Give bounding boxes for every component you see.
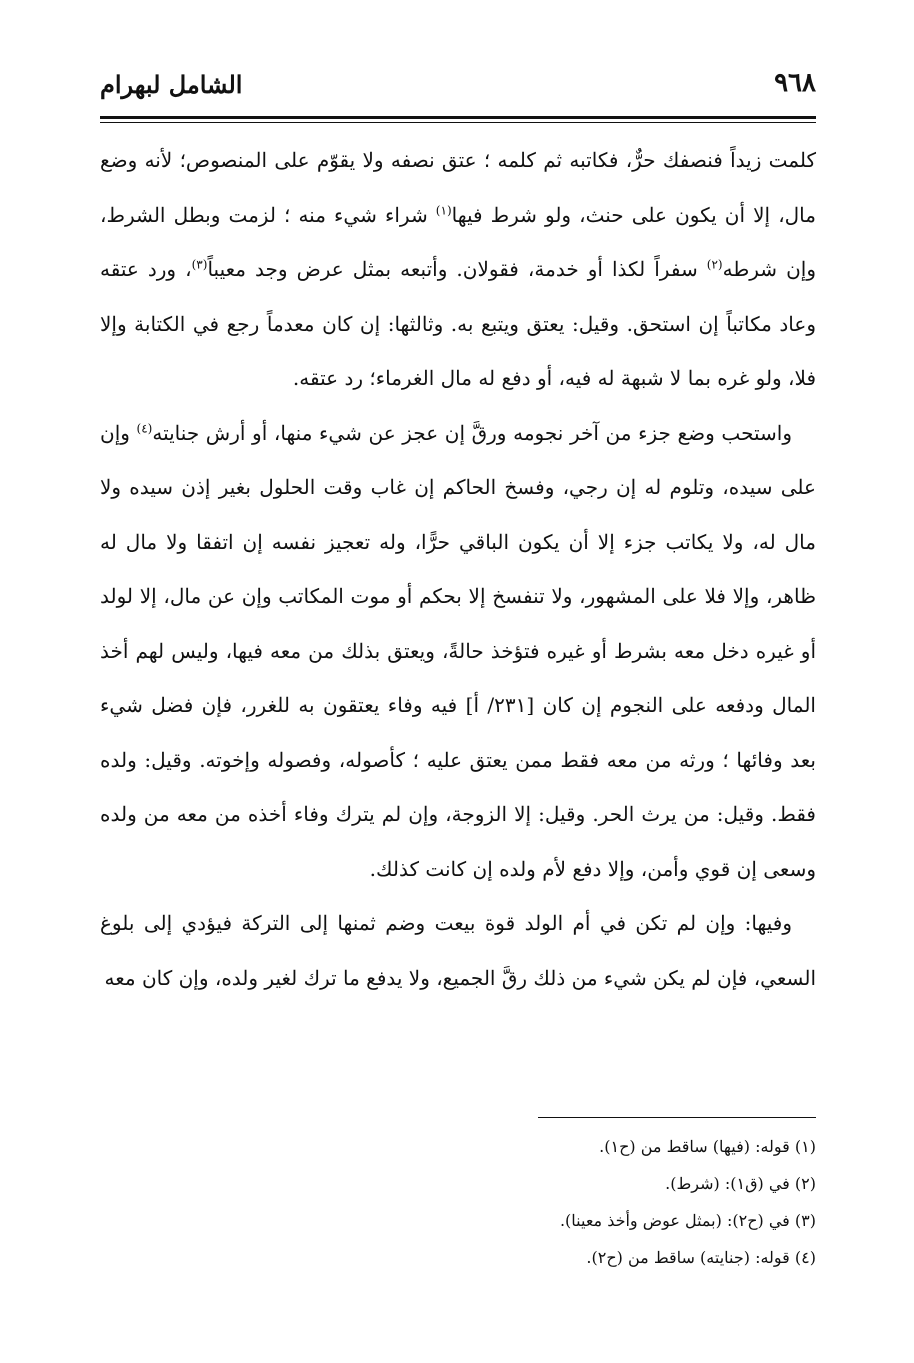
paragraph-3 bbox=[100, 896, 816, 1005]
footnote-3: (٣) في (ح٢): (بمثل عوض وأخذ معينا). bbox=[559, 1211, 816, 1230]
header-rule-thin bbox=[100, 122, 816, 123]
paragraph-3-text: وفيها: وإن لم تكن في أم الولد قوة بيعت وضم ثمنها إلى التركة فيؤدي إلى بلوغ السعي، فإن لم يكن شيء من ذلك رقَّ الجميع، ولا يدفع ما ترك لغير ولده، وإن كان معه bbox=[100, 911, 816, 990]
footnote-ref-1[interactable]: (١) bbox=[435, 202, 452, 217]
footnote-4: (٤) قوله: (جنايته) ساقط من (ح٢). bbox=[586, 1248, 816, 1267]
running-title: الشامل لبهرام bbox=[100, 70, 243, 99]
page-number: ٩٦٨ bbox=[774, 68, 816, 98]
footnote-ref-2[interactable]: (٢) bbox=[706, 257, 723, 272]
footnote-1: (١) قوله: (فيها) ساقط من (ح١). bbox=[599, 1137, 816, 1156]
footnote-ref-3[interactable]: (٣) bbox=[191, 257, 208, 272]
paragraph-1-text-c: سفراً لكذا أو خدمة، فقولان. وأتبعه بمثل عرض وجد معيباً bbox=[207, 257, 707, 281]
footnote-ref-4[interactable]: (٤) bbox=[136, 420, 153, 435]
paragraph-1-text-b: شراء شيء منه ؛ لزمت وبطل الشرط، وإن شرطه bbox=[100, 202, 817, 281]
header-rule-thick bbox=[100, 116, 816, 119]
paragraph-2 bbox=[100, 406, 816, 897]
paragraph-2-text-a: واستحب وضع جزء من آخر نجومه ورقَّ إن عجز عن شيء منها، أو أرش جنايته bbox=[152, 420, 792, 445]
footnote-separator bbox=[538, 1117, 816, 1118]
footnotes bbox=[300, 1128, 816, 1276]
footnote-2: (٢) في (ق١): (شرط). bbox=[665, 1174, 816, 1193]
paragraph-1-text-d: ، ورد عتقه وعاد مكاتباً إن استحق. وقيل: يعتق ويتبع به. وثالثها: إن كان معدماً رجع في الكتابة وإلا فلا، ولو غره بما لا شبهة له فيه، أو دفع له مال الغرماء؛ رد عتقه. bbox=[100, 257, 816, 390]
body-text bbox=[100, 133, 816, 1005]
page-header bbox=[100, 66, 816, 110]
paragraph-2-text-b: وإن على سيده، وتلوم له إن رجي، وفسخ الحاكم إن غاب وقت الحلول بغير إذن سيده ولا مال له، ولا يكاتب جزء إلا أن يكون الباقي حرًّا، وله تعجيز نفسه إن اتفقا ولا مال له ظاهر، وإلا فلا على المشهور، ولا تنفسخ إلا بحكم أو موت المكاتب وإن عن مال، إلا لولد أو غيره دخل معه بشرط أو غيره فتؤخذ حالةً، ويعتق بذلك من معه فيها، وليس لهم أخذ المال ودفعه على النجوم إن كان [٢٣١/ أ] فيه وفاء يعتقون به للغرر، فإن فضل شيء بعد وفائها ؛ ورثه من معه فقط ممن يعتق عليه ؛ كأصوله، وفصوله وإخوته. وقيل: ولده فقط. وقيل: من يرث الحر. وقيل: إلا الزوجة، وإن لم يترك وفاء أخذه من معه من ولده وسعى إن قوي وأمن، وإلا دفع لأم ولده إن كانت كذلك. bbox=[100, 420, 816, 881]
paragraph-1 bbox=[100, 133, 816, 406]
paragraph-1-text-a: كلمت زيداً فنصفك حرٌّ، فكاتبه ثم كلمه ؛ عتق نصفه ولا يقوّم على المنصوص؛ لأنه وضع مال، إلا أن يكون على حنث، ولو شرط فيها bbox=[100, 148, 816, 227]
